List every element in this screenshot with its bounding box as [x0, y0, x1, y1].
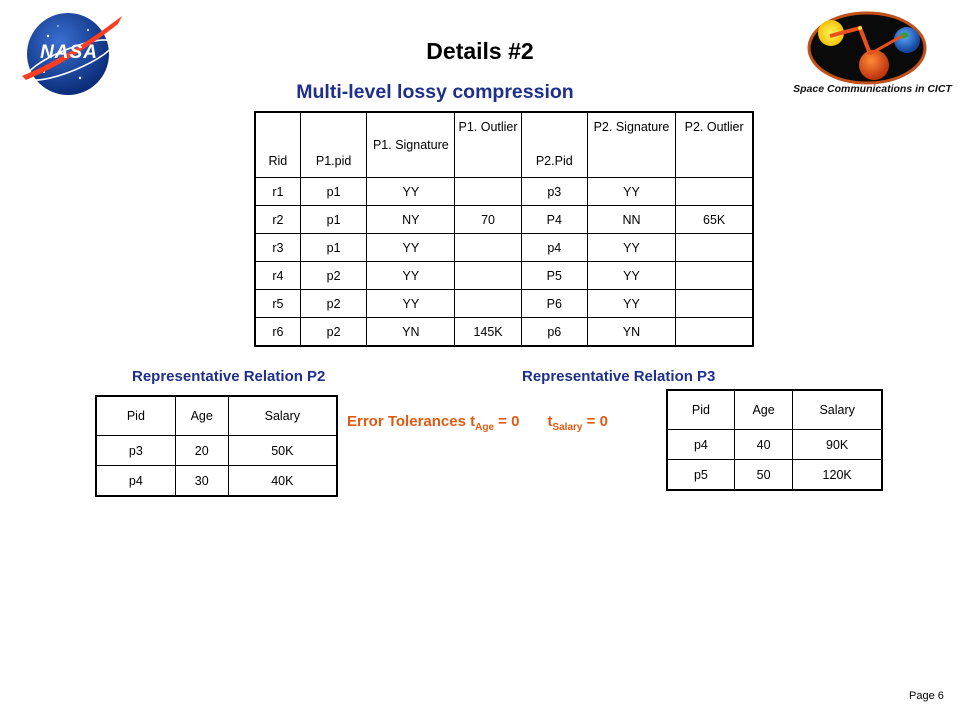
header-cell-p2-outlier: P2. Outlier — [676, 112, 753, 178]
header-cell-pid: Pid — [96, 396, 175, 436]
compression-table — [254, 111, 754, 347]
table-row — [255, 234, 753, 262]
table-cell: 50 — [734, 460, 792, 491]
header-cell-rid: Rid — [255, 112, 300, 178]
table-cell: 70 — [455, 206, 522, 234]
table-cell: YN — [587, 318, 676, 347]
header-cell-p2-signature: P2. Signature — [587, 112, 676, 178]
table-cell: YY — [367, 290, 455, 318]
table-row — [255, 290, 753, 318]
salary-subscript: Salary — [552, 422, 583, 433]
table-row — [255, 262, 753, 290]
table-header-row — [255, 112, 753, 178]
table-cell: 40K — [228, 466, 337, 497]
error-tolerances-text — [347, 413, 608, 433]
table-cell — [676, 318, 753, 347]
table-cell: p1 — [300, 178, 367, 206]
table-cell: p4 — [521, 234, 587, 262]
rep-relation-p2-table — [95, 395, 338, 497]
table-cell: r3 — [255, 234, 300, 262]
table-cell: p4 — [667, 430, 734, 460]
table-cell: p3 — [96, 436, 175, 466]
header-cell-p2-pid: P2.Pid — [521, 112, 587, 178]
table-row — [255, 178, 753, 206]
table-cell: p1 — [300, 206, 367, 234]
table-cell: p3 — [521, 178, 587, 206]
table-row — [255, 206, 753, 234]
page-number: Page 6 — [909, 690, 944, 702]
table-cell — [676, 178, 753, 206]
table-cell: P4 — [521, 206, 587, 234]
table-cell: YY — [587, 290, 676, 318]
table-cell — [676, 290, 753, 318]
cict-logo — [790, 6, 955, 98]
table-cell: 65K — [676, 206, 753, 234]
header-cell-age: Age — [734, 390, 792, 430]
table-cell: p2 — [300, 290, 367, 318]
page-title: Details #2 — [426, 38, 534, 64]
table-header-row — [96, 396, 337, 436]
header-cell-p1-signature: P1. Signature — [367, 112, 455, 178]
header-cell-salary: Salary — [228, 396, 337, 436]
table-cell: r5 — [255, 290, 300, 318]
age-subscript: Age — [475, 422, 495, 433]
page-subtitle: Multi-level lossy compression — [296, 81, 574, 103]
table-cell: NY — [367, 206, 455, 234]
salary-value: = 0 — [582, 413, 608, 430]
table-cell: YY — [587, 262, 676, 290]
header-cell-salary: Salary — [793, 390, 882, 430]
table-cell: YY — [367, 178, 455, 206]
rep-relation-p3-label: Representative Relation P3 — [522, 368, 716, 385]
rep-relation-p3-table — [666, 389, 883, 491]
nasa-logo — [18, 6, 126, 98]
rep-relation-p2-label: Representative Relation P2 — [132, 368, 326, 385]
table-header-row — [667, 390, 882, 430]
table-cell: r1 — [255, 178, 300, 206]
header-cell-p1-pid: P1.pid — [300, 112, 367, 178]
nasa-logo-text: NASA — [40, 42, 98, 63]
table-cell: P6 — [521, 290, 587, 318]
table-cell: p5 — [667, 460, 734, 491]
table-row — [667, 460, 882, 491]
error-tolerances-prefix: Error Tolerances t — [347, 413, 476, 430]
table-cell: YY — [367, 234, 455, 262]
table-cell: 40 — [734, 430, 792, 460]
table-row — [667, 430, 882, 460]
table-cell — [455, 290, 522, 318]
table-cell: p2 — [300, 262, 367, 290]
salary-t: t — [547, 413, 553, 430]
header-cell-pid: Pid — [667, 390, 734, 430]
table-cell: YN — [367, 318, 455, 347]
table-cell: YY — [587, 234, 676, 262]
table-cell: p2 — [300, 318, 367, 347]
table-cell — [676, 262, 753, 290]
table-row — [96, 436, 337, 466]
table-row — [96, 466, 337, 497]
table-cell: r4 — [255, 262, 300, 290]
table-cell: 50K — [228, 436, 337, 466]
table-cell: YY — [367, 262, 455, 290]
table-cell: p4 — [96, 466, 175, 497]
table-cell: 90K — [793, 430, 882, 460]
table-cell: 120K — [793, 460, 882, 491]
table-cell: p6 — [521, 318, 587, 347]
header-cell-age: Age — [175, 396, 228, 436]
header-cell-p1-outlier: P1. Outlier — [455, 112, 522, 178]
table-cell: p1 — [300, 234, 367, 262]
table-cell: 145K — [455, 318, 522, 347]
table-cell: 30 — [175, 466, 228, 497]
table-cell: r2 — [255, 206, 300, 234]
table-row — [255, 318, 753, 347]
table-cell: P5 — [521, 262, 587, 290]
age-value: = 0 — [494, 413, 520, 430]
table-cell: NN — [587, 206, 676, 234]
table-cell — [455, 234, 522, 262]
table-cell: 20 — [175, 436, 228, 466]
table-cell — [455, 178, 522, 206]
cict-logo-text: Space Communications in CICT — [793, 83, 952, 95]
table-cell: r6 — [255, 318, 300, 347]
table-cell: YY — [587, 178, 676, 206]
table-cell — [455, 262, 522, 290]
table-cell — [676, 234, 753, 262]
